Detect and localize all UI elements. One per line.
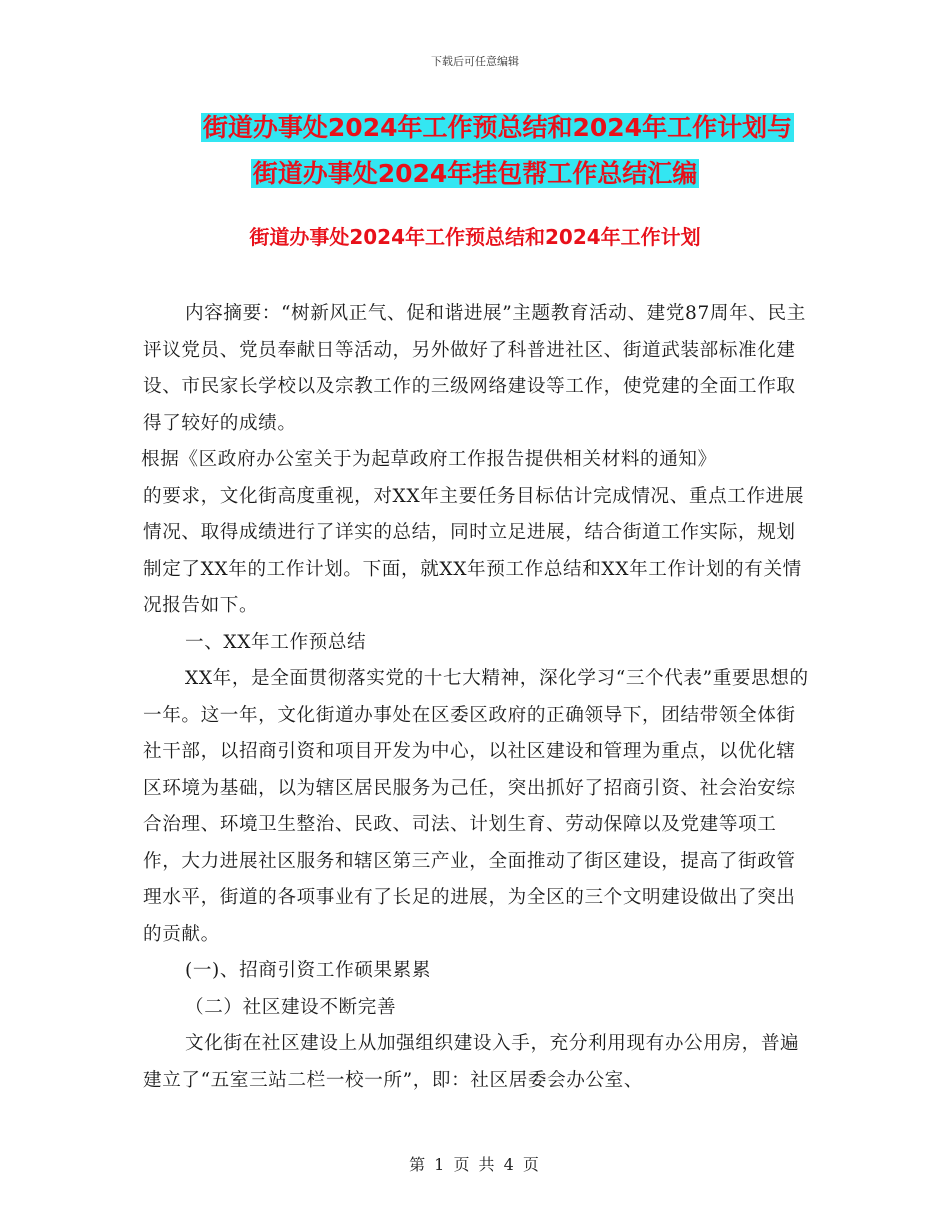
document-body xyxy=(143,296,813,1099)
main-title-line-2 xyxy=(0,156,950,192)
heading-part-one: 一、XX年工作预总结 xyxy=(185,631,367,653)
header-note: 下载后可任意编辑 xyxy=(431,55,519,68)
heading-investment: (一)、招商引资工作硕果累累 xyxy=(185,960,432,981)
page-number: 第 1 页 共 4 页 xyxy=(409,1155,541,1174)
main-title-text-1: 街道办事处2024年工作预总结和2024年工作计划与 xyxy=(202,113,793,142)
main-title-text-2: 街道办事处2024年挂包帮工作总结汇编 xyxy=(252,159,698,188)
community-paragraph: 文化街在社区建设上从加强组织建设入手，充分利用现有办公用房，普遍建立了“五室三站二栏一校一所”，即：社区居委会办公室、 xyxy=(143,1033,800,1091)
main-title-line-1 xyxy=(0,110,950,146)
section-title: 街道办事处2024年工作预总结和2024年工作计划 xyxy=(249,225,701,249)
basis-paragraph-start: 根据《区政府办公室关于为起草政府工作报告提供相关材料的通知》 xyxy=(141,449,717,470)
summary-paragraph: XX年，是全面贯彻落实党的十七大精神，深化学习“三个代表”重要思想的一年。这一年，文化街道办事处在区委区政府的正确领导下，团结带领全体街社干部，以招商引资和项目开发为中心，以社区建设和管理为重点，以优化辖区环境为基础，以为辖区居民服务为己任，突出抓好了招商引资、社会治安综合治理、环境卫生整治、民政、司法、计划生育、劳动保障以及党建等项工作，大力进展社区服务和辖区第三产业，全面推动了街区建设，提高了街政管理水平，街道的各项事业有了长足的进展，为全区的三个文明建设做出了突出的贡献。 xyxy=(143,668,809,945)
abstract-paragraph: 内容摘要：“树新风正气、促和谐进展”主题教育活动、建党87周年、民主评议党员、党员奉献日等活动，另外做好了科普进社区、街道武装部标准化建设、市民家长学校以及宗教工作的三级网络建设等工作，使党建的全面工作取得了较好的成绩。 xyxy=(143,303,806,434)
heading-community: （二）社区建设不断完善 xyxy=(185,996,397,1018)
basis-paragraph-cont: 的要求，文化街高度重视，对XX年主要任务目标估计完成情况、重点工作进展情况、取得成绩进行了详实的总结，同时立足进展，结合街道工作实际，规划制定了XX年的工作计划。下面，就XX年预工作总结和XX年工作计划的有关情况报告如下。 xyxy=(143,485,805,616)
